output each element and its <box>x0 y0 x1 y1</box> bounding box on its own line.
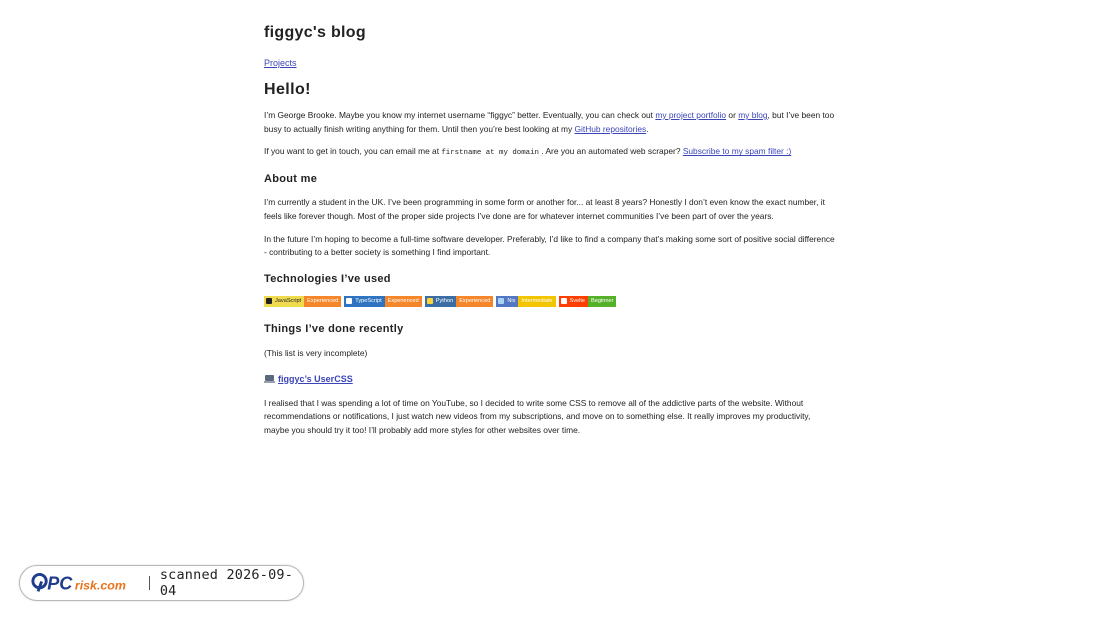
spam-filter-link[interactable]: Subscribe to my spam filter :) <box>682 146 792 157</box>
svg-text:PC: PC <box>47 573 73 594</box>
watermark-divider <box>149 576 150 590</box>
tech-badge-name: JavaScript <box>275 297 302 304</box>
contact-paragraph <box>264 145 836 161</box>
scan-watermark <box>19 565 304 601</box>
tech-badge-label <box>559 296 589 307</box>
tech-heading: Technologies I’ve used <box>264 272 391 285</box>
tech-badge-label <box>425 296 456 307</box>
tech-badge-level: Intermediate <box>518 296 555 307</box>
tech-badge-name: Nix <box>507 297 516 304</box>
svelte-icon <box>561 298 567 304</box>
tech-badge-javascript <box>264 296 341 307</box>
python-icon <box>427 298 433 304</box>
javascript-icon <box>266 298 272 304</box>
intro-text: . <box>646 123 649 134</box>
nav-link-projects[interactable]: Projects <box>264 58 297 68</box>
typescript-icon <box>346 298 352 304</box>
usercss-link[interactable]: figgyc’s UserCSS <box>278 373 353 384</box>
recent-heading: Things I’ve done recently <box>264 322 404 335</box>
project-portfolio-link[interactable]: my project portfolio <box>655 110 727 120</box>
tech-badge-level: Beginner <box>588 296 616 307</box>
tech-badge-python <box>425 296 494 307</box>
tech-badge-label <box>264 296 304 307</box>
pcrisk-logo <box>30 571 139 595</box>
tech-badge-label <box>344 296 384 307</box>
intro-text: , but I’ve been too busy to actually finish writing anything for them. Until then you’re best looking at my <box>264 110 835 134</box>
tech-badge-typescript <box>344 296 422 307</box>
tech-badges <box>264 296 836 307</box>
tech-badge-name: TypeScript <box>355 297 382 304</box>
blog-link[interactable]: my blog <box>738 110 768 120</box>
tech-badge-svelte <box>559 296 617 307</box>
intro-paragraph <box>264 109 836 136</box>
about-paragraph-2: In the future I’m hoping to become a full-time software developer. Preferably, I’d like to find a company that’s making some sort of positive social difference - contributing to a better society is something I find important. <box>264 233 835 258</box>
usercss-item-title <box>264 372 836 386</box>
tech-badge-level: Experienced <box>304 296 341 307</box>
nix-icon <box>498 298 504 304</box>
tech-badge-name: Svelte <box>569 297 586 304</box>
nav-bar <box>264 56 836 70</box>
usercss-description: I realised that I was spending a lot of time on YouTube, so I decided to write some CSS to remove all of the addictive parts of the website. Without recommendations or notifications, I just watch new videos from my subscriptions, and move on to something else. It really improves my productivity, maybe you should try it too! I’ll probably add more styles for other websites over time. <box>264 397 811 436</box>
tech-badge-nix <box>496 296 555 307</box>
site-title[interactable]: figgyc's blog <box>264 24 366 41</box>
tech-badge-label <box>496 296 518 307</box>
tech-badge-level: Experienced <box>456 296 493 307</box>
contact-text: . Are you an automated web scraper? <box>541 146 683 157</box>
recent-note: (This list is very incomplete) <box>264 347 368 358</box>
tech-badge-name: Python <box>435 297 454 304</box>
email-code: firstname at my domain <box>441 149 539 158</box>
svg-text:risk.com: risk.com <box>74 578 126 593</box>
about-paragraph-1: I’m currently a student in the UK. I’ve been programming in some form or another for... at least 8 years? Honestly I don’t even know the exact number, it feels like forever though. Most of the proper side projects I’ve done are for whatever internet communities I’ve been part of over the years. <box>264 197 825 221</box>
tech-badge-level: Experienced <box>385 296 422 307</box>
scan-date-text: scanned 2026-09-04 <box>159 567 294 599</box>
github-repos-link[interactable]: GitHub repositories <box>574 123 647 134</box>
laptop-icon <box>264 375 275 383</box>
intro-heading: Hello! <box>264 81 311 98</box>
intro-text: I’m George Brooke. Maybe you know my internet username “figgyc” better. Eventually, you can check out <box>264 110 656 120</box>
about-heading: About me <box>264 173 318 186</box>
contact-text: If you want to get in touch, you can email me at <box>264 146 442 157</box>
page-content <box>264 22 836 438</box>
intro-text: or <box>726 110 739 120</box>
